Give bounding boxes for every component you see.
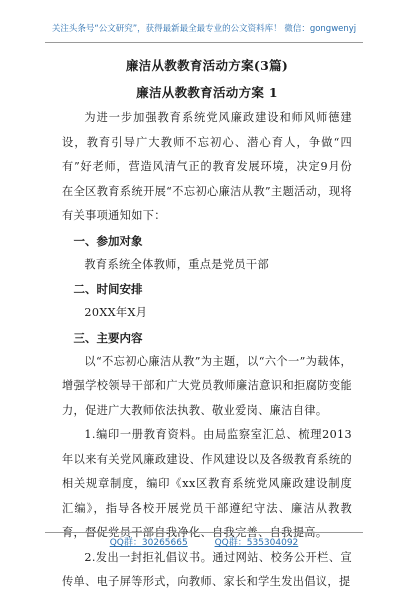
section-heading-participants: 一、参加对象 <box>73 233 143 248</box>
page-header-banner: 关注头条号“公文研究”，获得最新最全最专业的公文资料库！ 微信：gongwenyj <box>51 24 357 34</box>
footer-qq-group-2[interactable]: QQ群：535304092 <box>214 538 299 548</box>
document-title: 廉洁从教教育活动方案(3篇) <box>125 58 289 73</box>
document-subtitle: 廉洁从教教育活动方案 1 <box>136 85 278 100</box>
list-item-2: 2.发出一封拒礼倡议书。通过网站、校务公开栏、宣传单、电子屏等形式，向教师、家长和学生发出倡议，提 <box>62 550 352 588</box>
section-body-content: 以“不忘初心廉洁从教”为主题，以“六个一”为载体，增强学校领导干部和广大党员教师廉洁意识和拒腐防变能力，促进广大教师依法执教、敬业爱岗、廉洁自律。 <box>62 354 352 417</box>
section-heading-schedule: 二、时间安排 <box>73 282 143 296</box>
intro-paragraph: 为进一步加强教育系统党风廉政建设和师风师德建设，教育引导广大教师不忘初心、潜心育人，争做“四有”好老师，营造风清气正的教育发展环境，决定9月份在全区教育系统开展“不忘初心廉洁从教”主题活动，现将有关事项通知如下： <box>62 111 352 222</box>
header-divider <box>45 42 363 43</box>
footer-qq-group-1[interactable]: QQ群：30265665 <box>109 538 188 548</box>
document-body <box>62 52 352 595</box>
section-body-participants: 教育系统全体教师，重点是党员干部 <box>84 257 269 271</box>
page-footer <box>0 535 408 548</box>
section-body-schedule: 20XX年X月 <box>84 306 148 319</box>
list-item-1: 1.编印一册教育资料。由局监察室汇总、梳理2013年以来有关党风廉政建设、作风建设以及各级教育系统的相关规章制度，编印《xx区教育系统党风廉政建设制度汇编》，指导各校开展党员干部遵纪守法、廉洁从教教育，督促党员干部自我净化、自我完善、自我提高。 <box>62 428 352 539</box>
section-heading-content: 三、主要内容 <box>73 330 143 345</box>
footer-divider <box>45 532 363 533</box>
